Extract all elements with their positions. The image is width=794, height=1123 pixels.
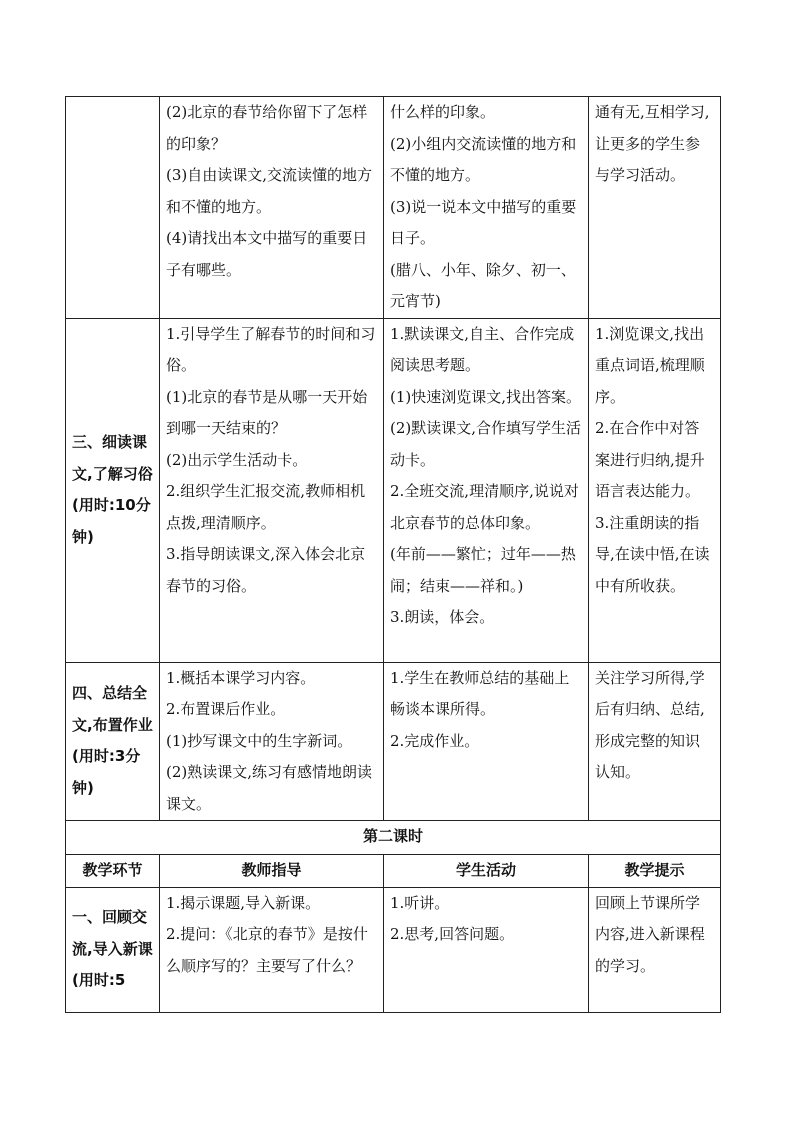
tip-cell bbox=[589, 662, 721, 821]
column-header: 教师指导 bbox=[160, 855, 384, 888]
text-line: (2)熟读课文,练习有感情地朗读课文。 bbox=[166, 763, 373, 813]
teacher-cell bbox=[160, 97, 384, 319]
column-header: 教学环节 bbox=[66, 855, 160, 888]
tip-cell bbox=[589, 318, 721, 662]
tip-cell bbox=[589, 887, 721, 1012]
text-line: 1.听讲。 bbox=[390, 893, 450, 912]
text-line: 2.布置课后作业。 bbox=[166, 700, 286, 718]
text-line: 2.在合作中对答案进行归纳,提升语言表达能力。 bbox=[595, 419, 705, 500]
teacher-cell bbox=[160, 662, 384, 821]
text-line: 3.指导朗读课文,深入体会北京春节的习俗。 bbox=[166, 545, 366, 595]
student-cell bbox=[384, 97, 589, 319]
text-line: 2.提问：《北京的春节》是按什么顺序写的？主要写了什么？ bbox=[166, 925, 368, 975]
table-row bbox=[66, 97, 721, 319]
text-line: 关注学习所得,学后有归纳、总结,形成完整的知识认知。 bbox=[595, 668, 705, 781]
text-line: (4)请找出本文中描写的重要日子有哪些。 bbox=[166, 229, 368, 279]
text-line: (3)说一说本文中描写的重要日子。 bbox=[390, 197, 577, 247]
stage-cell bbox=[66, 97, 160, 319]
text-line: 1.引导学生了解春节的时间和习俗。 bbox=[166, 324, 376, 374]
text-line: (3)自由读课文,交流读懂的地方和不懂的地方。 bbox=[166, 166, 373, 216]
table-row bbox=[66, 887, 721, 1012]
student-cell bbox=[384, 318, 589, 662]
table-row bbox=[66, 662, 721, 821]
text-line: 3.注重朗读的指导,在读中悟,在读中有所收获。 bbox=[595, 513, 710, 595]
header-row bbox=[66, 855, 721, 888]
stage-cell bbox=[66, 887, 160, 1012]
text-line: (2)北京的春节给你留下了怎样的印象？ bbox=[166, 103, 368, 153]
text-line: 3.朗读，体会。 bbox=[390, 608, 495, 626]
text-line: (1)快速浏览课文,找出答案。 bbox=[390, 387, 582, 406]
text-line: 回顾上节课所学内容,进入新课程的学习。 bbox=[595, 893, 705, 975]
tip-cell bbox=[589, 97, 721, 319]
text-line: 1.学生在教师总结的基础上畅谈本课所得。 bbox=[390, 668, 570, 718]
text-line: 1.概括本课学习内容。 bbox=[166, 668, 316, 687]
stage-cell bbox=[66, 662, 160, 821]
text-line: (1)抄写课文中的生字新词。 bbox=[166, 731, 353, 750]
text-line: 什么样的印象。 bbox=[390, 103, 496, 121]
text-line: (2)小组内交流读懂的地方和不懂的地方。 bbox=[390, 134, 577, 184]
text-line: (年前——繁忙；过年——热闹；结束——祥和。) bbox=[390, 545, 576, 595]
stage-label: 四、总结全文,布置作业(用时:3分钟) bbox=[72, 684, 153, 797]
text-line: 2.思考,回答问题。 bbox=[390, 925, 515, 943]
text-line: 2.全班交流,理清顺序,说说对北京春节的总体印象。 bbox=[390, 482, 579, 532]
stage-label: 一、回顾交流,导入新课(用时:5 bbox=[72, 908, 153, 990]
lesson-plan-table bbox=[65, 96, 721, 1013]
stage-label: 三、细读课文,了解习俗(用时:10分钟) bbox=[72, 433, 153, 546]
text-line: 1.揭示课题,导入新课。 bbox=[166, 893, 321, 912]
text-line: 2.完成作业。 bbox=[390, 731, 480, 750]
text-line: 1.默读课文,自主、合作完成阅读思考题。 bbox=[390, 324, 575, 374]
text-line: 通有无,互相学习,让更多的学生参与学习活动。 bbox=[595, 103, 710, 184]
student-cell bbox=[384, 887, 589, 1012]
student-cell bbox=[384, 662, 589, 821]
text-line: (2)出示学生活动卡。 bbox=[166, 450, 308, 469]
column-header: 教学提示 bbox=[589, 855, 721, 888]
teacher-cell bbox=[160, 887, 384, 1012]
table-row bbox=[66, 318, 721, 662]
section-title: 第二课时 bbox=[66, 821, 721, 855]
text-line: (2)默读课文,合作填写学生活动卡。 bbox=[390, 419, 582, 469]
text-line: 1.浏览课文,找出重点词语,梳理顺序。 bbox=[595, 324, 705, 406]
text-line: (1)北京的春节是从哪一天开始到哪一天结束的？ bbox=[166, 387, 368, 437]
text-line: 2.组织学生汇报交流,教师相机点拨,理清顺序。 bbox=[166, 482, 366, 532]
text-line: (腊八、小年、除夕、初一、元宵节) bbox=[390, 260, 576, 310]
column-header: 学生活动 bbox=[384, 855, 589, 888]
teacher-cell bbox=[160, 318, 384, 662]
section-title-row bbox=[66, 821, 721, 855]
stage-cell bbox=[66, 318, 160, 662]
